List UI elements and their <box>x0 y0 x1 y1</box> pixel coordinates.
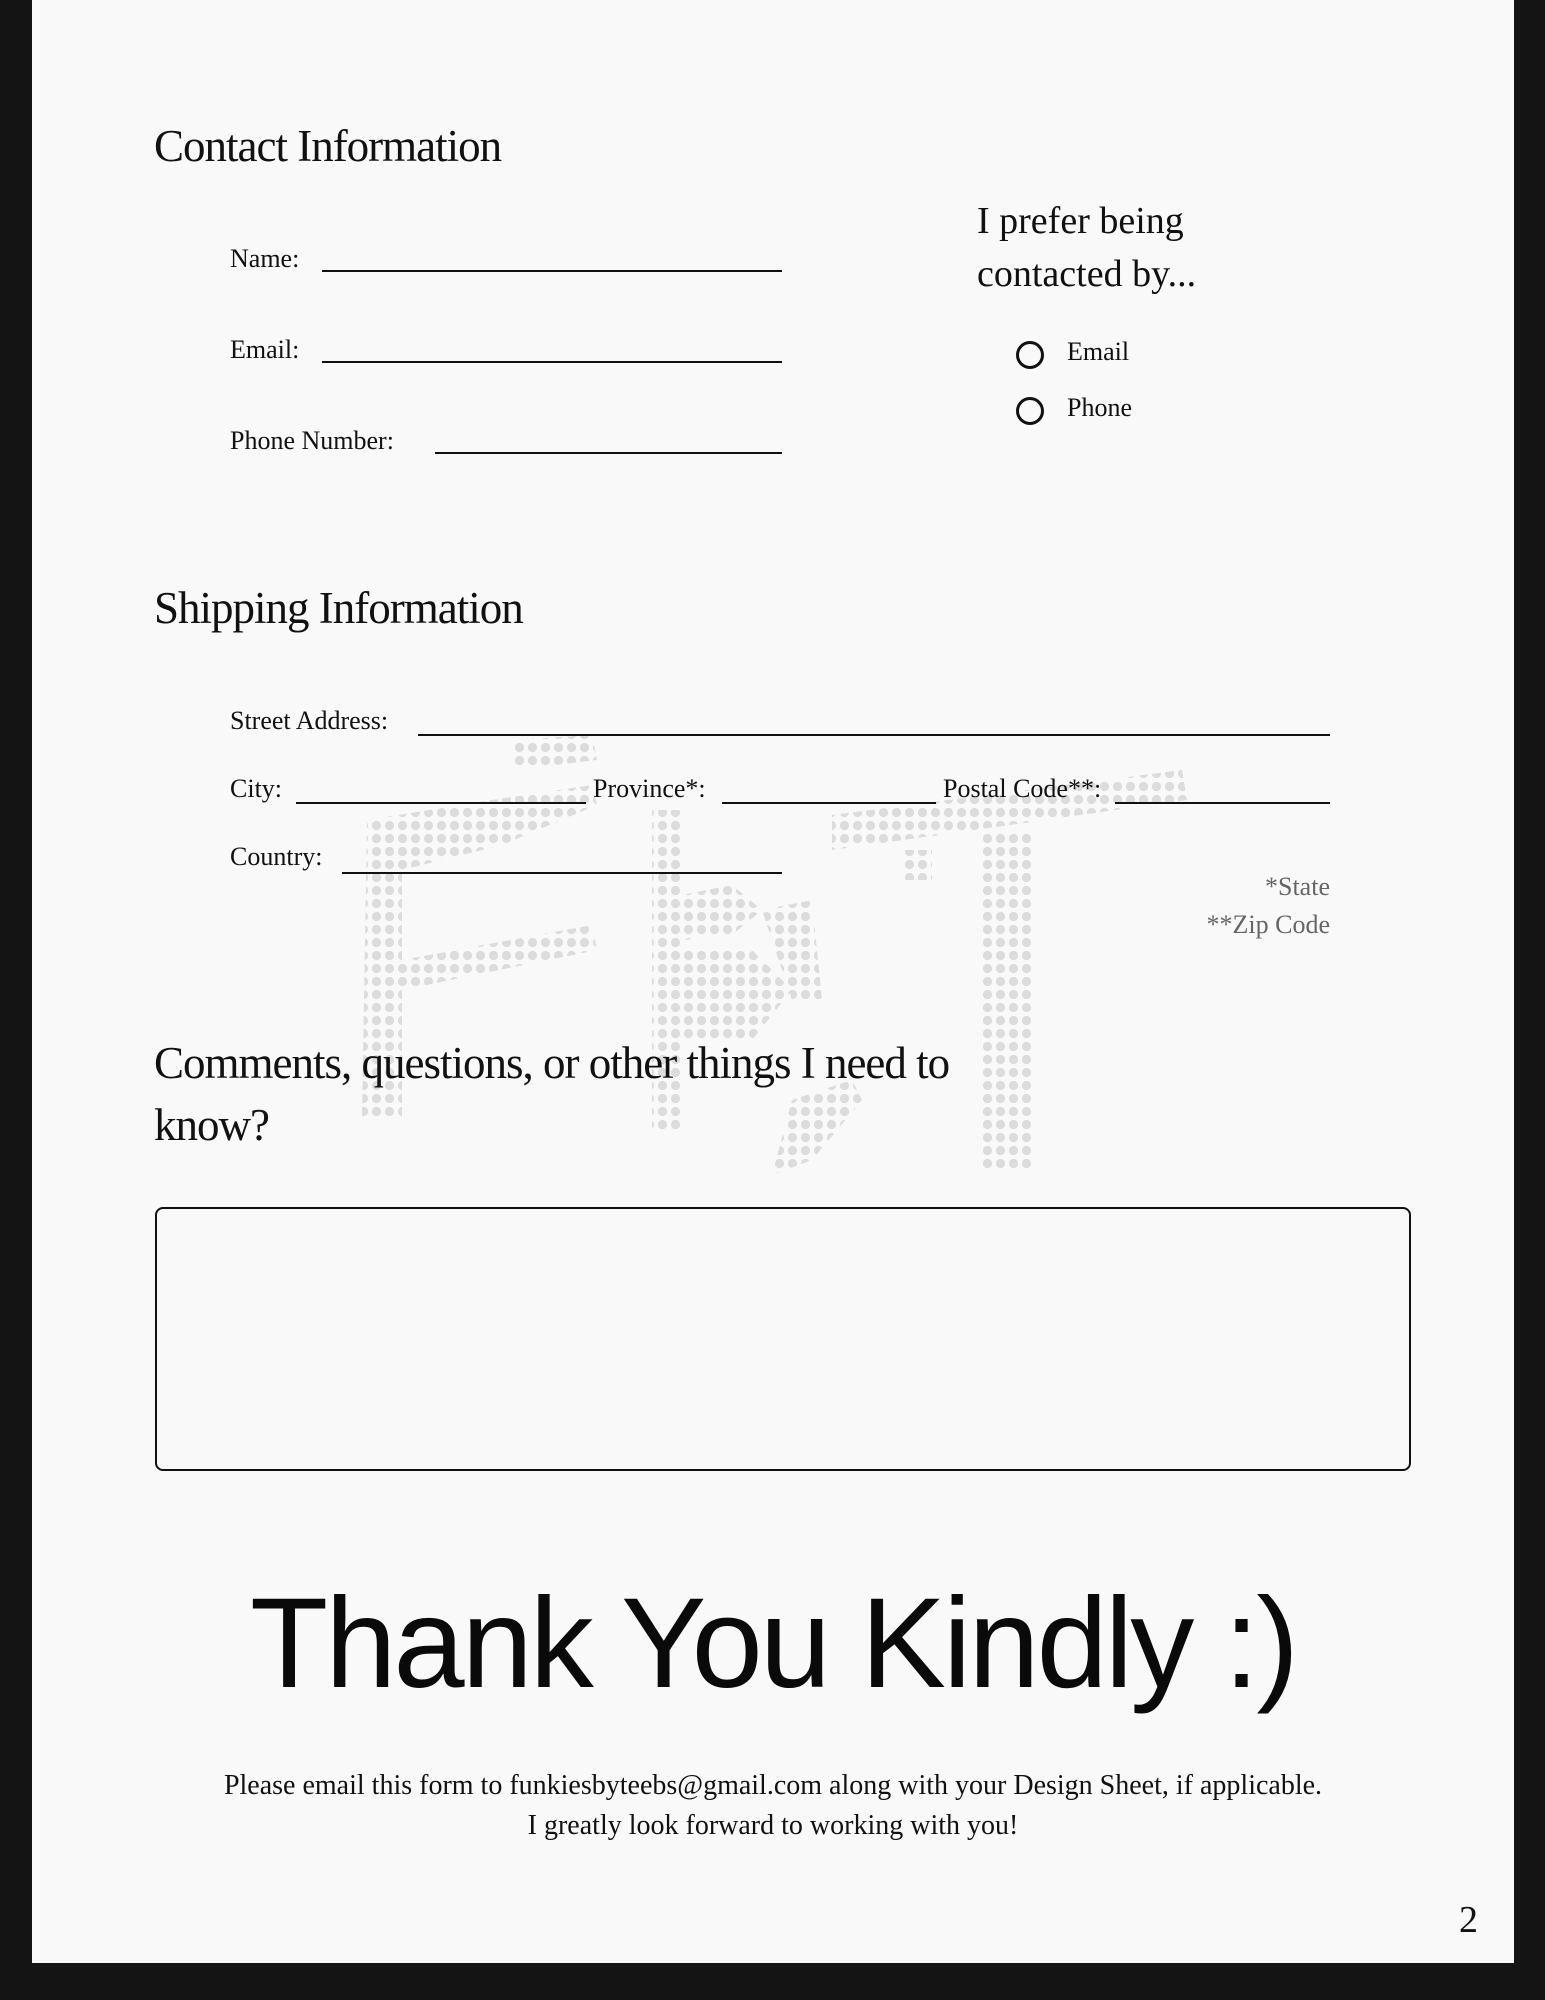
comments-heading-line-2: know? <box>154 1100 269 1150</box>
phone-field[interactable] <box>435 452 782 454</box>
phone-label: Phone Number: <box>230 426 394 455</box>
city-label: City: <box>230 774 283 803</box>
prefer-line-1: I prefer being <box>977 200 1184 242</box>
street-field[interactable] <box>418 734 1330 736</box>
city-field[interactable] <box>296 802 586 804</box>
contact-heading: Contact Information <box>154 121 502 171</box>
footer-line-2: I greatly look forward to working with you! <box>527 1810 1019 1841</box>
email-field[interactable] <box>322 361 782 363</box>
footer-line-1: Please email this form to funkiesbyteebs@gmail.com along with your Design Sheet, if applicable. <box>223 1770 1323 1801</box>
email-option-label: Email <box>1067 337 1130 366</box>
email-label: Email: <box>230 335 300 364</box>
email-radio[interactable] <box>1016 341 1044 369</box>
zip-note: **Zip Code <box>1206 910 1330 939</box>
page-number: 2 <box>1459 1899 1478 1941</box>
form-page <box>32 0 1514 1963</box>
name-field[interactable] <box>322 270 782 272</box>
postal-label: Postal Code**: <box>943 774 1102 803</box>
thank-you-title: Thank You Kindly :) <box>250 1572 1296 1715</box>
province-label: Province*: <box>593 774 706 803</box>
prefer-line-2: contacted by... <box>977 253 1197 295</box>
street-label: Street Address: <box>230 706 389 735</box>
shipping-heading: Shipping Information <box>154 583 523 633</box>
comments-textarea[interactable] <box>155 1207 1411 1471</box>
comments-heading-line-1: Comments, questions, or other things I need to <box>154 1038 950 1088</box>
phone-option-label: Phone <box>1067 393 1132 422</box>
footer-text <box>32 1766 1514 1846</box>
comments-heading <box>154 1032 949 1156</box>
name-label: Name: <box>230 244 300 273</box>
phone-radio[interactable] <box>1016 397 1044 425</box>
contact-preference-prompt <box>977 195 1196 301</box>
state-note: *State <box>1265 872 1330 901</box>
postal-field[interactable] <box>1115 802 1330 804</box>
country-label: Country: <box>230 842 323 871</box>
country-field[interactable] <box>342 872 782 874</box>
province-field[interactable] <box>722 802 936 804</box>
